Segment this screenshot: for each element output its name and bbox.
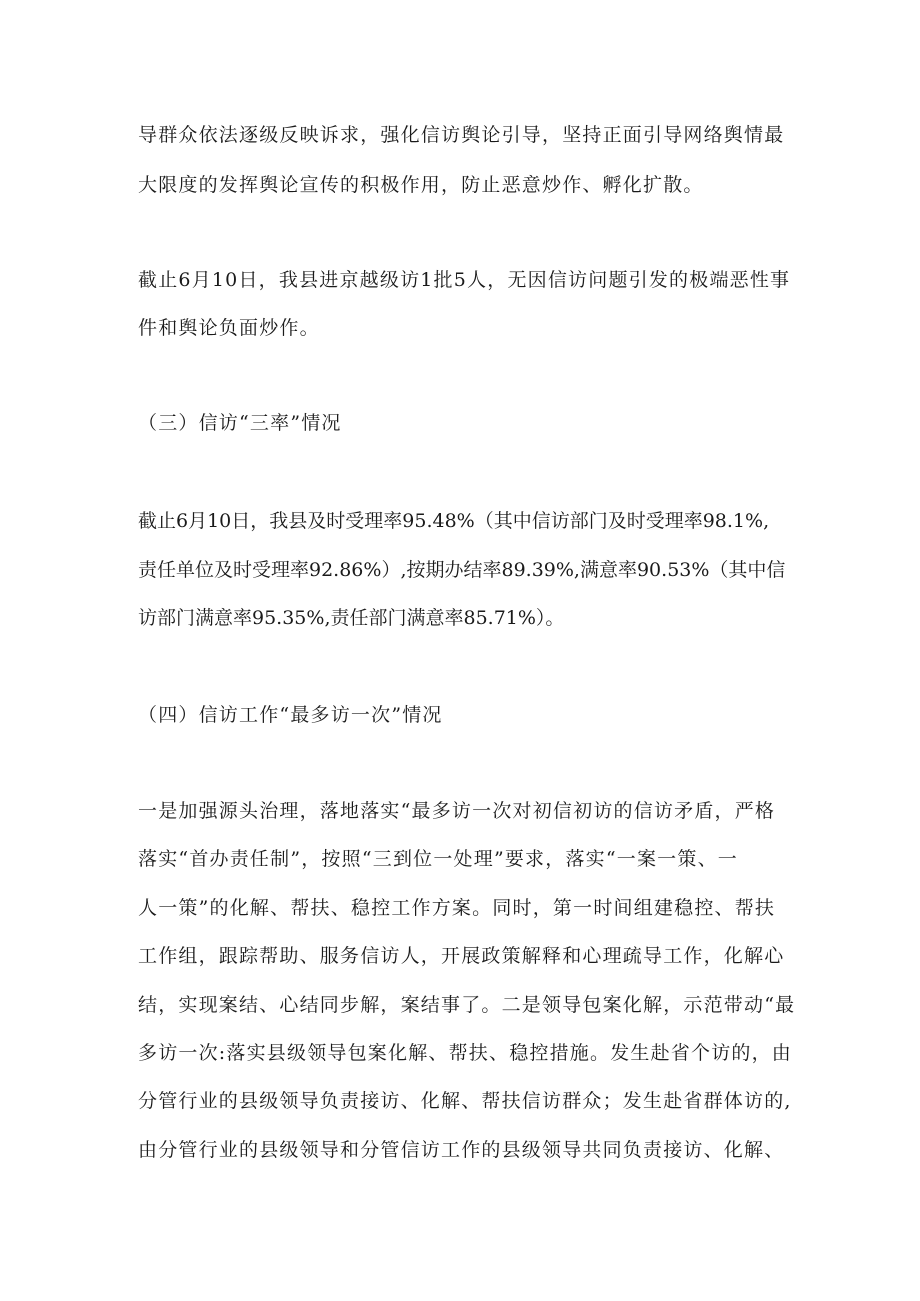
paragraph-3-line-1: 截止6月10日，我县及时受理率95.48%（其中信访部门及时受理率98.1%, <box>138 510 770 532</box>
paragraph-4-line-6: 多访一次:落实县级领导包案化解、帮扶、稳控措施。发生赴省个访的，由 <box>138 1042 793 1064</box>
paragraph-4-line-4: 工作组，跟踪帮助、服务信访人，开展政策解释和心理疏导工作，化解心 <box>138 945 785 967</box>
paragraph-4-line-1: 一是加强源头治理，落地落实“最多访一次对初信初访的信访矛盾，严格 <box>138 800 776 822</box>
section-heading-3: （三）信访“三率”情况 <box>138 412 342 434</box>
paragraph-4-line-2: 落实“首办责任制”，按照“三到位一处理”要求，落实“一案一策、一 <box>138 848 738 870</box>
paragraph-4-line-3: 人一策”的化解、帮扶、稳控工作方案。同时，第一时间组建稳控、帮扶 <box>138 897 776 919</box>
paragraph-2-line-2: 件和舆论负面炒作。 <box>138 317 320 339</box>
paragraph-4-line-7: 分管行业的县级领导负责接访、化解、帮扶信访群众；发生赴省群体访的, <box>138 1090 792 1112</box>
paragraph-2-line-1: 截止6月10日，我县进京越级访1批5人，无因信访问题引发的极端恶性事 <box>138 269 791 291</box>
paragraph-1-line-2: 大限度的发挥舆论宣传的积极作用，防止恶意炒作、孵化扩散。 <box>138 174 704 196</box>
paragraph-4-line-8: 由分管行业的县级领导和分管信访工作的县级领导共同负责接访、化解、 <box>138 1139 785 1161</box>
paragraph-3-line-3: 访部门满意率95.35%,责任部门满意率85.71%）。 <box>138 607 565 629</box>
paragraph-1-line-1: 导群众依法逐级反映诉求，强化信访舆论引导，坚持正面引导网络舆情最 <box>138 124 785 146</box>
paragraph-4-line-5: 结，实现案结、心结同步解，案结事了。二是领导包案化解，示范带动“最 <box>138 994 796 1016</box>
paragraph-3-line-2: 责任单位及时受理率92.86%）,按期办结率89.39%,满意率90.53%（其中信 <box>138 559 786 581</box>
section-heading-4: （四）信访工作“最多访一次”情况 <box>138 704 443 726</box>
